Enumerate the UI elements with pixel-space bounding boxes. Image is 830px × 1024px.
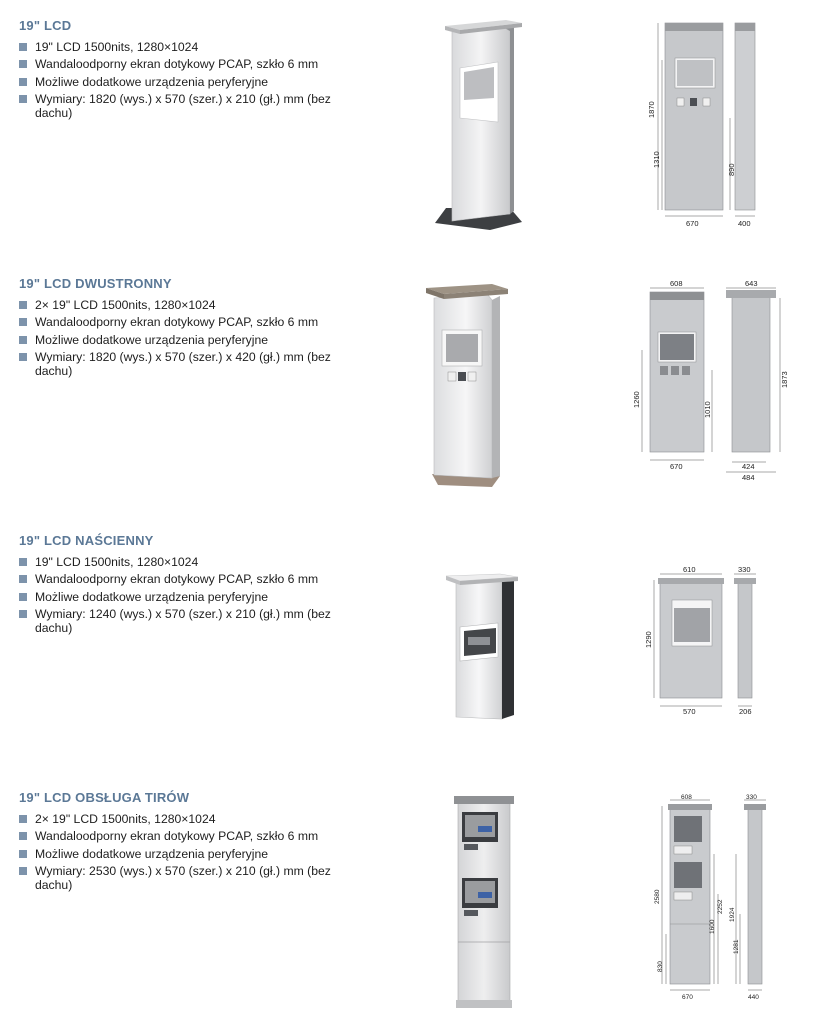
- dim-label: 610: [683, 565, 696, 574]
- spec-item: 2× 19" LCD 1500nits, 1280×1024: [19, 298, 399, 312]
- dim-label: 670: [670, 462, 683, 471]
- product-section-lcd: [0, 18, 830, 248]
- dim-label: 890: [727, 163, 736, 176]
- spec-item: 19" LCD 1500nits, 1280×1024: [19, 555, 399, 569]
- bullet-square-icon: [19, 867, 27, 875]
- bullet-square-icon: [19, 301, 27, 309]
- spec-list: [19, 40, 399, 123]
- section-title: 19" LCD NAŚCIENNY: [19, 533, 154, 548]
- spec-item: Wandaloodporny ekran dotykowy PCAP, szkło 6 mm: [19, 572, 399, 586]
- spec-item: Wymiary: 1820 (wys.) x 570 (szer.) x 210 (gł.) mm (bez dachu): [19, 92, 365, 120]
- dim-label: 670: [686, 219, 699, 228]
- dim-label: 830: [657, 961, 664, 972]
- kiosk-photo: [420, 280, 520, 495]
- spec-item: Wymiary: 1240 (wys.) x 570 (szer.) x 210 (gł.) mm (bez dachu): [19, 607, 365, 635]
- spec-item: Możliwe dodatkowe urządzenia peryferyjne: [19, 590, 399, 604]
- section-title: 19" LCD OBSŁUGA TIRÓW: [19, 790, 190, 805]
- bullet-square-icon: [19, 558, 27, 566]
- technical-drawing: [647, 18, 780, 233]
- spec-item: Wymiary: 2530 (wys.) x 570 (szer.) x 210 (gł.) mm (bez dachu): [19, 864, 365, 892]
- dim-label: 206: [739, 707, 752, 716]
- dim-label: 2580: [654, 889, 661, 904]
- kiosk-photo: [450, 792, 520, 1010]
- bullet-square-icon: [19, 336, 27, 344]
- dim-label: 1310: [652, 151, 661, 168]
- bullet-square-icon: [19, 610, 27, 618]
- section-title: 19" LCD DWUSTRONNY: [19, 276, 172, 291]
- spec-item: Możliwe dodatkowe urządzenia peryferyjne: [19, 333, 399, 347]
- bullet-square-icon: [19, 832, 27, 840]
- dim-label: 1873: [780, 371, 789, 388]
- dim-label: 400: [738, 219, 751, 228]
- dim-label: 1870: [647, 101, 656, 118]
- bullet-square-icon: [19, 60, 27, 68]
- spec-item: Wandaloodporny ekran dotykowy PCAP, szkło 6 mm: [19, 829, 399, 843]
- dim-label: 1260: [632, 391, 641, 408]
- bullet-square-icon: [19, 575, 27, 583]
- technical-drawing: [648, 794, 778, 1006]
- kiosk-photo: [430, 18, 530, 233]
- bullet-square-icon: [19, 353, 27, 361]
- section-title: 19" LCD: [19, 18, 72, 33]
- bullet-square-icon: [19, 850, 27, 858]
- bullet-square-icon: [19, 95, 27, 103]
- dim-label: 330: [738, 565, 751, 574]
- spec-list: [19, 812, 399, 895]
- dim-label: 1290: [644, 631, 653, 648]
- bullet-square-icon: [19, 815, 27, 823]
- dim-label: 643: [745, 279, 758, 288]
- technical-drawing: [630, 280, 790, 490]
- product-section-lcd-double: [0, 276, 830, 506]
- spec-item: Wandaloodporny ekran dotykowy PCAP, szkło 6 mm: [19, 315, 399, 329]
- dim-label: 1600: [709, 919, 716, 934]
- dim-label: 484: [742, 473, 755, 482]
- product-section-lcd-wall: [0, 533, 830, 733]
- product-section-lcd-trucks: [0, 790, 830, 1024]
- dim-label: 424: [742, 462, 755, 471]
- spec-item: 19" LCD 1500nits, 1280×1024: [19, 40, 399, 54]
- bullet-square-icon: [19, 593, 27, 601]
- spec-item: Wymiary: 1820 (wys.) x 570 (szer.) x 420 (gł.) mm (bez dachu): [19, 350, 365, 378]
- spec-item: Wandaloodporny ekran dotykowy PCAP, szkło 6 mm: [19, 57, 399, 71]
- bullet-square-icon: [19, 43, 27, 51]
- dim-label: 608: [681, 794, 692, 801]
- bullet-square-icon: [19, 318, 27, 326]
- dim-label: 1010: [703, 401, 712, 418]
- spec-item: Możliwe dodatkowe urządzenia peryferyjne: [19, 75, 399, 89]
- dim-label: 608: [670, 279, 683, 288]
- kiosk-photo: [440, 573, 530, 723]
- dim-label: 330: [746, 794, 757, 801]
- dim-label: 2252: [717, 899, 724, 914]
- spec-list: [19, 555, 399, 638]
- spec-item: Możliwe dodatkowe urządzenia peryferyjne: [19, 847, 399, 861]
- spec-item: 2× 19" LCD 1500nits, 1280×1024: [19, 812, 399, 826]
- dim-label: 440: [748, 994, 759, 1001]
- technical-drawing: [640, 565, 770, 718]
- bullet-square-icon: [19, 78, 27, 86]
- dim-label: 1924: [729, 907, 736, 922]
- dim-label: 670: [682, 994, 693, 1001]
- dim-label: 570: [683, 707, 696, 716]
- spec-list: [19, 298, 399, 381]
- dim-label: 1281: [733, 939, 740, 954]
